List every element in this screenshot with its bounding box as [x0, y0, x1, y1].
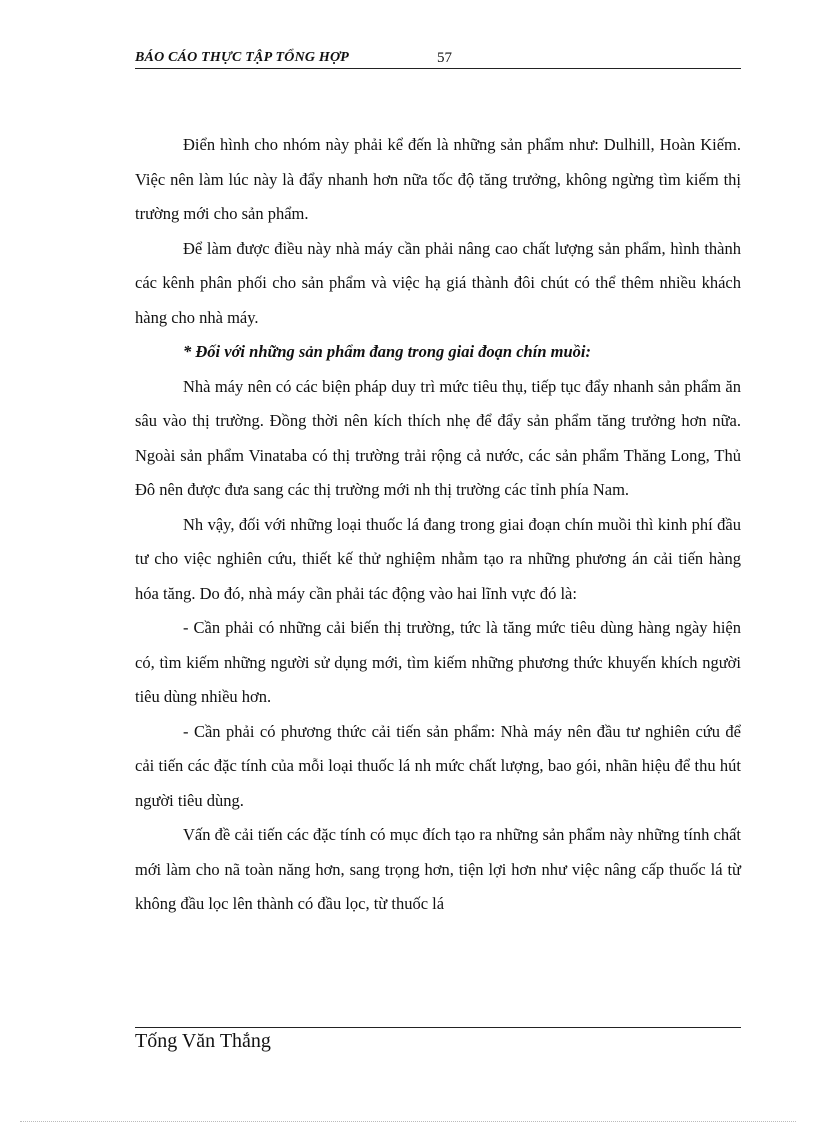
page-header — [135, 48, 741, 69]
page-edge-line — [20, 1121, 796, 1122]
paragraph-quality: Để làm được điều này nhà máy cần phải nâng cao chất lượng sản phẩm, hình thành các kênh phân phối cho sản phẩm và việc hạ giá thành đôi chút có thể thêm nhiều khách hàng cho nhà máy. — [135, 238, 741, 327]
paragraph-market-change: - Cần phải có những cải biến thị trường, tức là tăng mức tiêu dùng hàng ngày hiện có, tìm kiếm những người sử dụng mới, tìm kiếm những phương thức khuyến khích người tiêu dùng nhiều hơn. — [135, 618, 741, 706]
paragraph-maintain-sales: Nhà máy nên có các biện pháp duy trì mức tiêu thụ, tiếp tục đẩy nhanh sản phẩm ăn sâu vào thị trường. Đồng thời nên kích thích nhẹ để đẩy sản phẩm tăng trưởng hơn nữa. Ngoài sản phẩm Vinataba có thị trường trải rộng cả nước, các sản phẩm Thăng Long, Thủ Đô nên được đưa sang các thị trường mới nh thị trường các tỉnh phía Nam. — [135, 376, 741, 499]
paragraph-feature-improvement: Vấn đề cải tiến các đặc tính có mục đích tạo ra những sản phẩm này những tính chất mới làm cho nã toàn năng hơn, sang trọng hơn, tiện lợi hơn như việc nâng cấp thuốc lá từ không đầu lọc lên thành có đầu lọc, từ thuốc lá — [135, 825, 741, 913]
paragraph-research-funding: Nh vậy, đối với những loại thuốc lá đang trong giai đoạn chín muồi thì kinh phí đầu tư cho việc nghiên cứu, thiết kế thử nghiệm nhằm tạo ra những phương án cải tiến hàng hóa tăng. Do đó, nhà máy cần phải tác động vào hai lĩnh vực đó là: — [135, 514, 741, 603]
footer-author: Tống Văn Thắng — [135, 1030, 271, 1052]
paragraph-product-improvement: - Cần phải có phương thức cải tiến sản phẩm: Nhà máy nên đầu tư nghiên cứu để cải tiến các đặc tính của mỗi loại thuốc lá nh mức chất lượng, bao gói, nhãn hiệu để thu hút người tiêu dùng. — [135, 721, 741, 810]
page-number: 57 — [437, 50, 452, 66]
paragraph-dulhill: Điển hình cho nhóm này phải kể đến là những sản phẩm như: Dulhill, Hoàn Kiếm. Việc nên làm lúc này là đẩy nhanh hơn nữa tốc độ tăng trưởng, không ngừng tìm kiếm thị trường mới cho sản phẩm. — [135, 135, 741, 223]
document-body — [135, 128, 741, 922]
section-heading-maturity: * Đối với những sản phẩm đang trong giai đoạn chín muồi: — [183, 342, 591, 361]
footer-divider — [135, 1027, 741, 1028]
report-title: BÁO CÁO THỰC TẬP TỔNG HỢP — [135, 50, 350, 65]
